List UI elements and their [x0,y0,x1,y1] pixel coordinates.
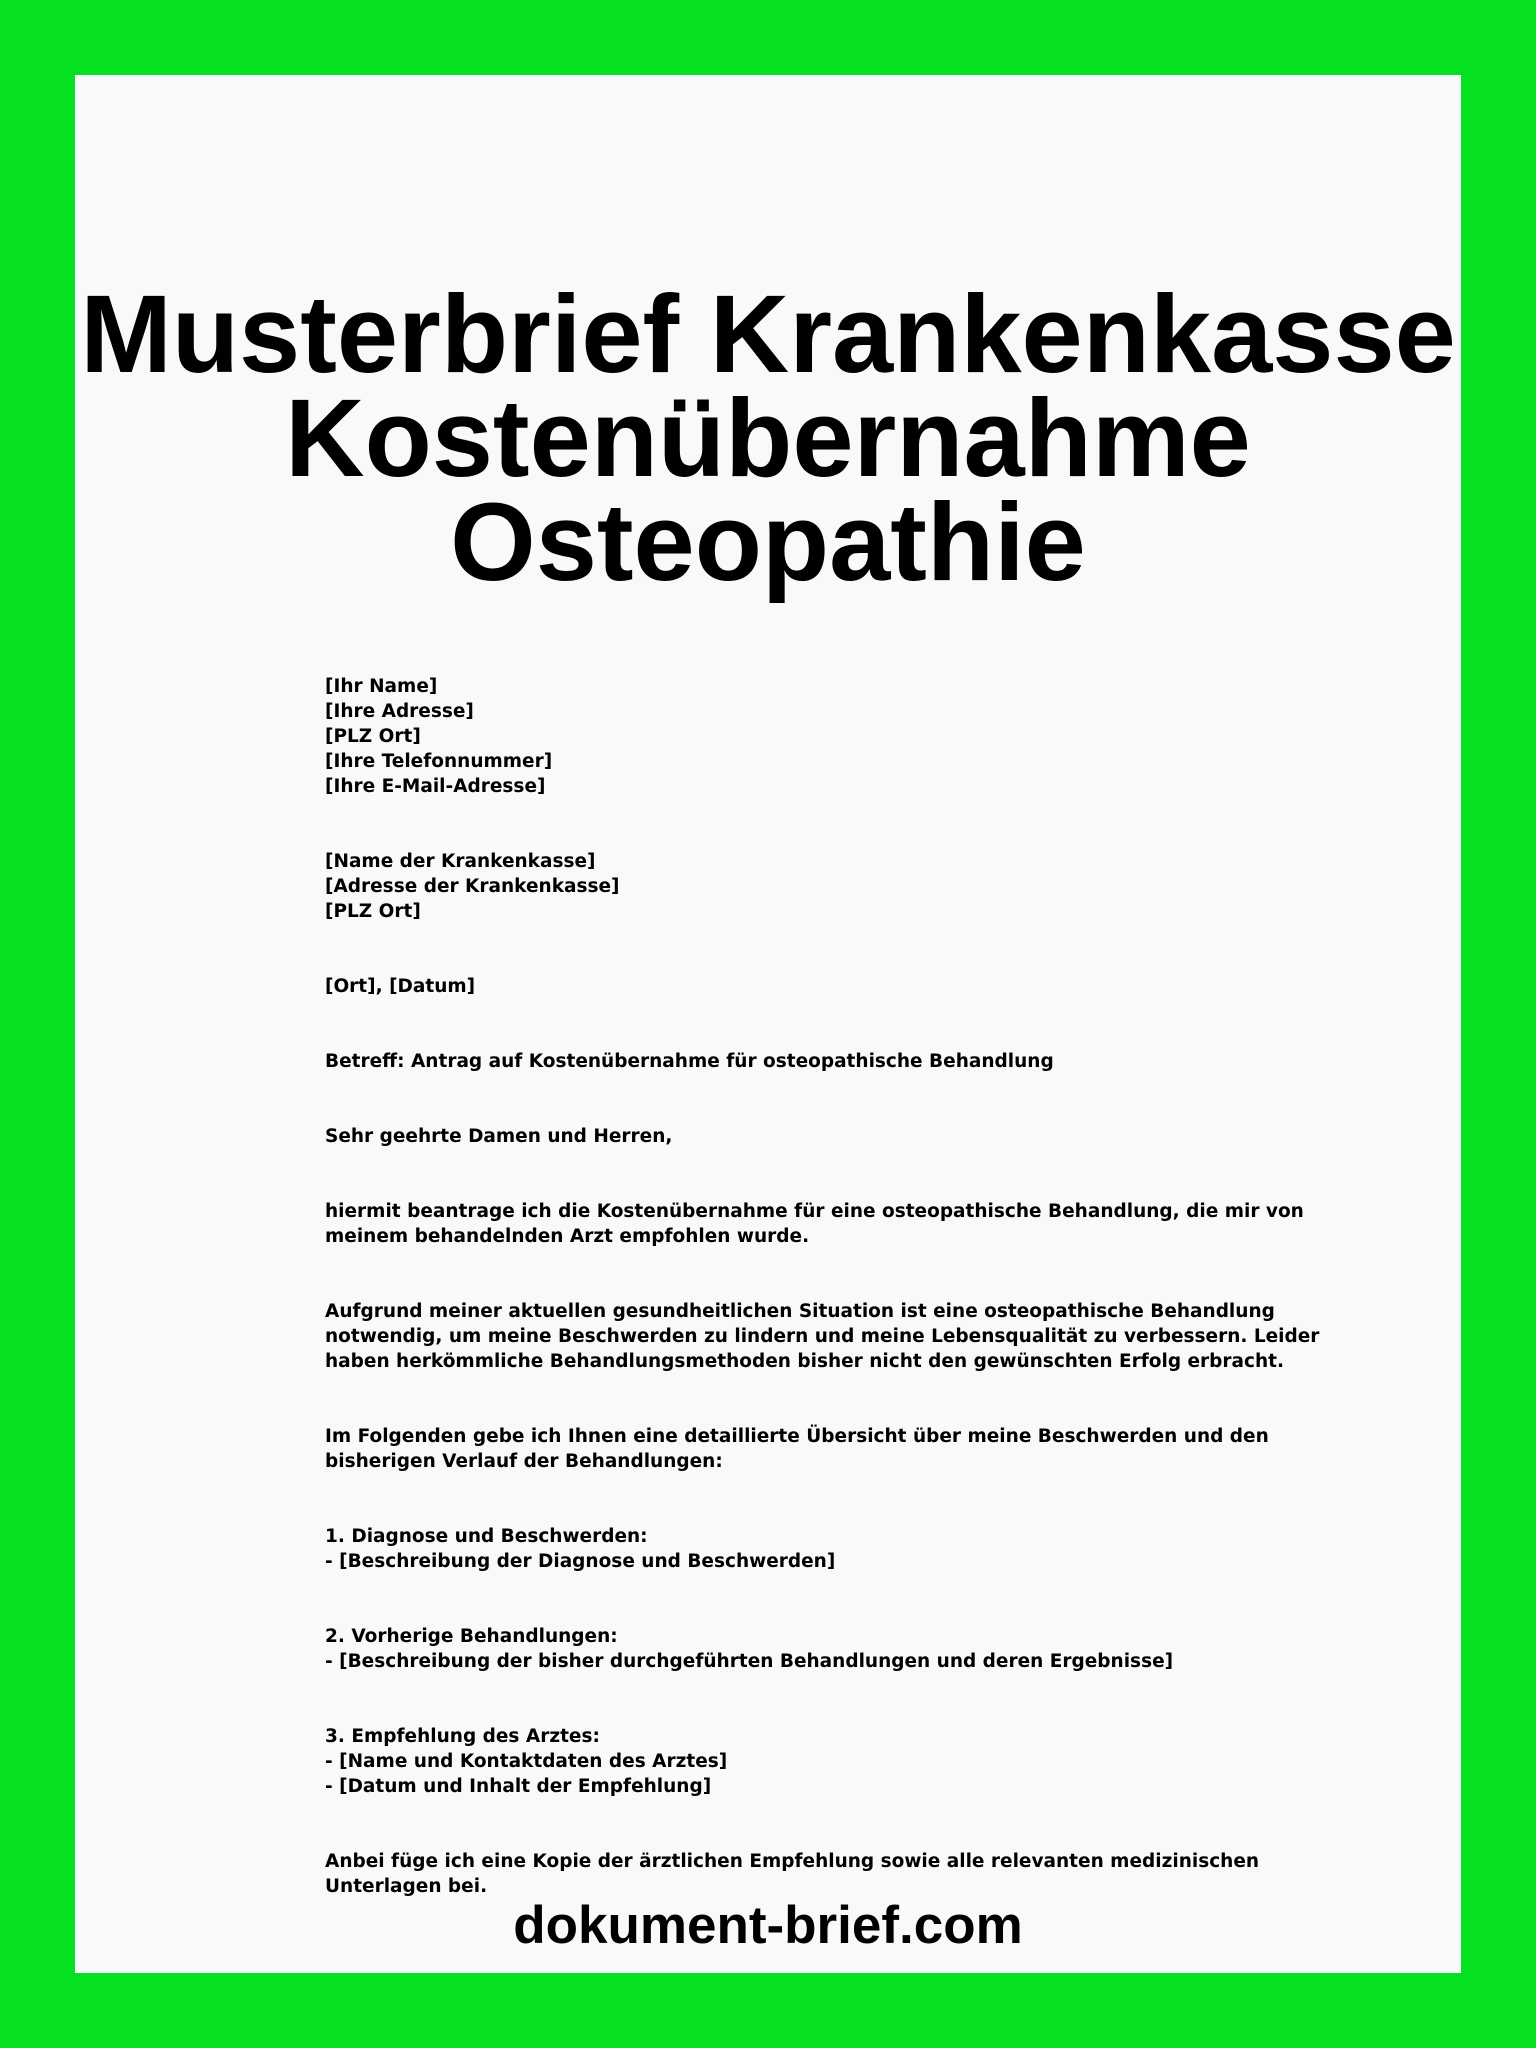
paragraph-1-text: hiermit beantrage ich die Kostenübernahme für eine osteopathische Behandlung, die mir von meinem behandelnden Arzt empfohlen wurde. [325,1201,1304,1247]
section-diagnosis-item: - [Beschreibung der Diagnose und Beschwerden] [325,1551,836,1572]
paragraph-2-text: Aufgrund meiner aktuellen gesundheitlichen Situation ist eine osteopathische Behandlung notwendig, um meine Beschwerden zu lindern und meine Lebensqualität zu verbessern. Leider haben herkömmliche Behandlungsmethoden bisher nicht den gewünschten Erfolg erbracht. [325,1301,1320,1372]
title-line-1: Musterbrief Krankenkasse [80,273,1456,396]
section-previous-treatments [325,1624,1365,1674]
recipient-name: [Name der Krankenkasse] [325,851,596,872]
document-page [75,75,1461,1973]
salutation [325,1124,1365,1149]
sender-name: [Ihr Name] [325,676,438,697]
recipient-address: [Adresse der Krankenkasse] [325,876,620,897]
subject-line [325,1049,1365,1074]
salutation-text: Sehr geehrte Damen und Herren, [325,1126,673,1147]
section-diagnosis-heading: 1. Diagnose und Beschwerden: [325,1526,648,1547]
sender-phone: [Ihre Telefonnummer] [325,751,553,772]
place-date [325,974,1365,999]
paragraph-2 [325,1299,1365,1374]
paragraph-3 [325,1424,1365,1474]
place-date-text: [Ort], [Datum] [325,976,476,997]
closing-paragraph-text: Anbei füge ich eine Kopie der ärztlichen Empfehlung sowie alle relevanten medizinischen Unterlagen bei. [325,1851,1260,1897]
sender-zip-city: [PLZ Ort] [325,726,421,747]
section-diagnosis [325,1524,1365,1574]
letter-body [325,674,1365,1949]
section-doctor-recommendation [325,1724,1365,1799]
footer-site-name: dokument-brief.com [513,1896,1023,1955]
sender-address: [Ihre Adresse] [325,701,474,722]
recipient-block [325,849,1365,924]
recipient-zip-city: [PLZ Ort] [325,901,421,922]
closing-paragraph [325,1849,1365,1899]
section-doctor-recommendation-heading: 3. Empfehlung des Arztes: [325,1726,600,1747]
paragraph-1 [325,1199,1365,1249]
section-previous-treatments-item: - [Beschreibung der bisher durchgeführten Behandlungen und deren Ergebnisse] [325,1651,1174,1672]
document-title [75,273,1461,604]
title-line-2: Kostenübernahme [285,377,1251,500]
title-line-3: Osteopathie [450,481,1086,604]
section-previous-treatments-heading: 2. Vorherige Behandlungen: [325,1626,618,1647]
section-doctor-recommendation-item-1: - [Name und Kontaktdaten des Arztes] [325,1751,728,1772]
sender-block [325,674,1365,799]
section-doctor-recommendation-item-2: - [Datum und Inhalt der Empfehlung] [325,1776,712,1797]
subject-text: Betreff: Antrag auf Kostenübernahme für osteopathische Behandlung [325,1051,1054,1072]
sender-email: [Ihre E-Mail-Adresse] [325,776,546,797]
paragraph-3-text: Im Folgenden gebe ich Ihnen eine detaillierte Übersicht über meine Beschwerden und den bisherigen Verlauf der Behandlungen: [325,1426,1269,1472]
